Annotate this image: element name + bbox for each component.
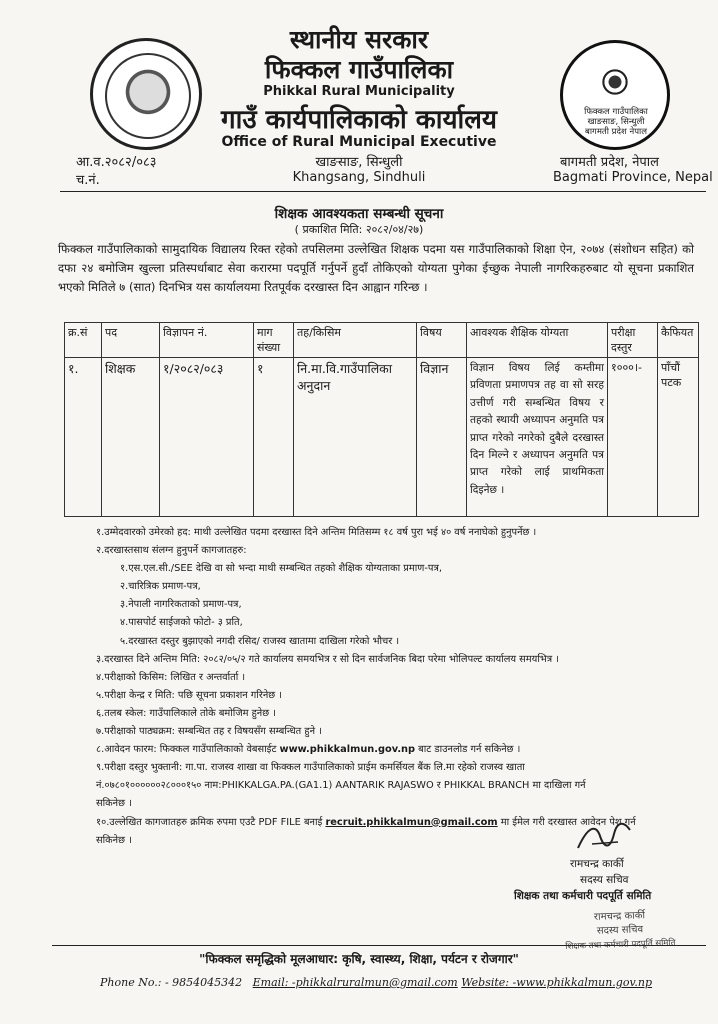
note-4: ४.परीक्षाको किसिम: लिखित र अन्तर्वार्ता । [96,671,246,683]
note-10-email-link[interactable]: recruit.phikkalmun@gmail.com [325,816,498,828]
note-5: ५.परीक्षा केन्द्र र मिति: पछि सूचना प्रकाशन गरिनेछ । [96,689,282,701]
notice-conditions [96,524,696,850]
col-header-fee: परीक्षा दस्तुर [608,323,658,358]
note-2-item-4: ४.पासपोर्ट साईजको फोटो- ३ प्रति, [120,617,243,629]
note-9-line-3: सकिनेछ । [96,798,132,810]
signatory-title: सदस्य सचिव [580,874,629,886]
stamp-title: सदस्य सचिव [596,924,644,937]
notice-intro: फिक्कल गाउँपालिकाको सामुदायिक विद्यालय रिक्त रहेको तपसिलमा उल्लेखित शिक्षक पदमा यस गाउँपालिकाको शिक्षा ऐन, २०७४ (संशोधन सहित) को दफा २४ बमोजिम खुल्ला प्रतिस्पर्धाबाट सेवा करारमा पदपूर्ति गर्नुपर्ने हुदाँ तोकिएको योग्यता पुगेका ईच्छुक नेपाली नागरिकहरुबाट यो सूचना प्रकाशित भएको मितिले ७ (सात) दिनभित्र यस कार्यालयमा रितपूर्वक दरखास्त दिन आह्वान गरिन्छ । [58,242,694,294]
note-9: ९.परीक्षा दस्तुर भुक्तानी: गा.पा. राजस्व शाखा वा फिक्कल गाउँपालिकाको प्राईम कमर्सियल बैंक लि.मा रहेको राजस्व खाता [96,762,525,774]
note-10-text-end: मा ईमेल गरी दरखास्त आवेदन पेश गर्न [500,816,636,828]
reference-number: च.नं. [76,173,100,188]
col-header-level: तह/किसिम [294,323,417,358]
note-10-text: १०.उल्लेखित कागजातहरु क्रमिक रुपमा एउटै PDF FILE बनाई [96,816,323,828]
cell-level: नि.मा.वि.गाउँपालिका अनुदान [294,358,417,517]
note-3: ३.दरखास्त दिने अन्तिम मिति: २०८२/०५/२ गते कार्यालय समयभित्र र सो दिन सार्वजनिक बिदा परेमा भोलिपल्ट कार्यालय समयभित्र । [96,653,559,665]
seal-text-1: फिक्कल गाउँपालिका [584,107,648,117]
province-en: Bagmati Province, Nepal [553,170,713,185]
header-divider [60,191,706,192]
seal-text-3: बागमती प्रदेश नेपाल [584,127,647,137]
notice-title: शिक्षक आवश्यकता सम्बन्धी सूचना [274,206,444,222]
header-municipality-en: Phikkal Rural Municipality [263,84,455,99]
col-header-subject: विषय [417,323,467,358]
footer-website[interactable]: Website: -www.phikkalmun.gov.np [461,976,653,989]
header-office-en: Office of Rural Municipal Executive [221,134,497,150]
table-header-row [65,323,699,358]
footer-contact [100,976,710,989]
fiscal-year: आ.व.२०८२/०८३ [76,155,157,170]
note-10-line-2: सकिनेछ । [96,834,132,846]
province-np: बागमती प्रदेश, नेपाल [560,155,659,170]
cell-sn: १. [65,358,102,517]
signatory-committee: शिक्षक तथा कर्मचारी पदपूर्ति समिति [514,890,652,902]
stamp-name: रामचन्द्र कार्की [593,910,646,923]
col-header-qualification: आवश्यक शैक्षिक योग्यता [467,323,608,358]
footer-divider [52,945,706,946]
footer-phone: Phone No.: - 9854045342 [100,976,243,989]
seal-text-2: खाङसाङ, सिन्धुली [587,117,645,127]
cell-count: १ [254,358,294,517]
official-stamp [544,907,695,954]
note-2-item-2: २.चारित्रिक प्रमाण-पत्र, [120,581,201,593]
header-municipality-np: फिक्कल गाउँपालिका [264,55,454,84]
note-2-item-5: ५.दरखास्त दस्तुर बुझाएको नगदी रसिद/ राजस्व खातामा दाखिला गरेको भौचर । [120,635,400,647]
note-8-text-end: बाट डाउनलोड गर्न सकिनेछ । [418,744,521,756]
note-2-item-3: ३.नेपाली नागरिकताको प्रमाण-पत्र, [120,599,242,611]
stamp-committee: शिक्षक तथा कर्मचारी पदपूर्ति समिति [565,938,676,952]
header-address-np: खाङसाङ, सिन्धुली [315,155,403,170]
note-9-line-2: नं.०७८०१००००००२८०००१५० नाम:PHIKKALGA.PA.(GA1.1) AANTARIK RAJASWO र PHIKKAL BRANCH मा दाखिला गर्न [96,780,586,792]
note-2: २.दरखास्तसाथ संलग्न हुनुपर्ने कागजातहरु: [96,545,247,557]
note-8-text: ८.आवेदन फारम: फिक्कल गाउँपालिकाको वेबसाईट [96,744,277,756]
note-1: १.उम्मेदवारको उमेरको हद: माथी उल्लेखित पदमा दरखास्त दिने अन्तिम मितिसम्म १८ वर्ष पुरा भई ४० वर्ष ननाघेको हुनुपर्नेछ । [96,527,537,538]
note-7: ७.परीक्षाको पाठ्यक्रम: सम्बन्धित तह र विषयसँग सम्बन्धित हुने । [96,726,322,738]
notice-published-date: ( प्रकाशित मिति: २०८२/०४/२७) [294,223,424,236]
note-8 [96,741,696,759]
handwritten-signature [574,820,634,854]
note-6: ६.तलब स्केल: गाउँपालिकाले तोके बमोजिम हुनेछ । [96,707,276,719]
footer-slogan: "फिक्कल समृद्धिको मूलआधार: कृषि, स्वास्थ्य, शिक्षा, पर्यटन र रोजगार" [199,952,519,966]
position-table [64,322,699,517]
cell-remarks: पाँचौं पटक [658,358,699,517]
cell-fee: १०००।- [608,358,658,517]
cell-subject: विज्ञान [417,358,467,517]
table-row [65,358,699,517]
header-address-en: Khangsang, Sindhuli [292,170,426,185]
col-header-sn: क्र.सं [65,323,102,358]
col-header-count: माग संख्या [254,323,294,358]
note-2-item-1: १.एस.एल.सी./SEE देखि वा सो भन्दा माथी सम्बन्धित तहको शैक्षिक योग्यताका प्रमाण-पत्र, [120,563,442,575]
cell-qualification: विज्ञान विषय लिई कम्तीमा प्रविणता प्रमाणपत्र तह वा सो सरह उत्तीर्ण गरी सम्बन्धित विषय र तहको स्थायी अध्यापन अनुमति पत्र प्राप्त गरेको नगरेको दुबैले दरखास्त दिन मिल्ने र अध्यापन अनुमति पत्र प्राप्त गरेको लाई प्राथमिकता दिइनेछ । [467,358,608,517]
header-office-np: गाउँ कार्यपालिकाको कार्यालय [221,105,497,135]
signatory-name: रामचन्द्र कार्की [570,858,624,870]
note-8-website-link[interactable]: www.phikkalmun.gov.np [279,744,416,756]
col-header-remarks: कैफियत [658,323,699,358]
footer-email[interactable]: Email: -phikkalruralmun@gmail.com [252,976,458,989]
header-local-government: स्थानीय सरकार [289,25,429,54]
col-header-adv-no: विज्ञापन नं. [160,323,254,358]
col-header-post: पद [102,323,160,358]
cell-post: शिक्षक [102,358,160,517]
cell-adv-no: १/२०८२/०८३ [160,358,254,517]
